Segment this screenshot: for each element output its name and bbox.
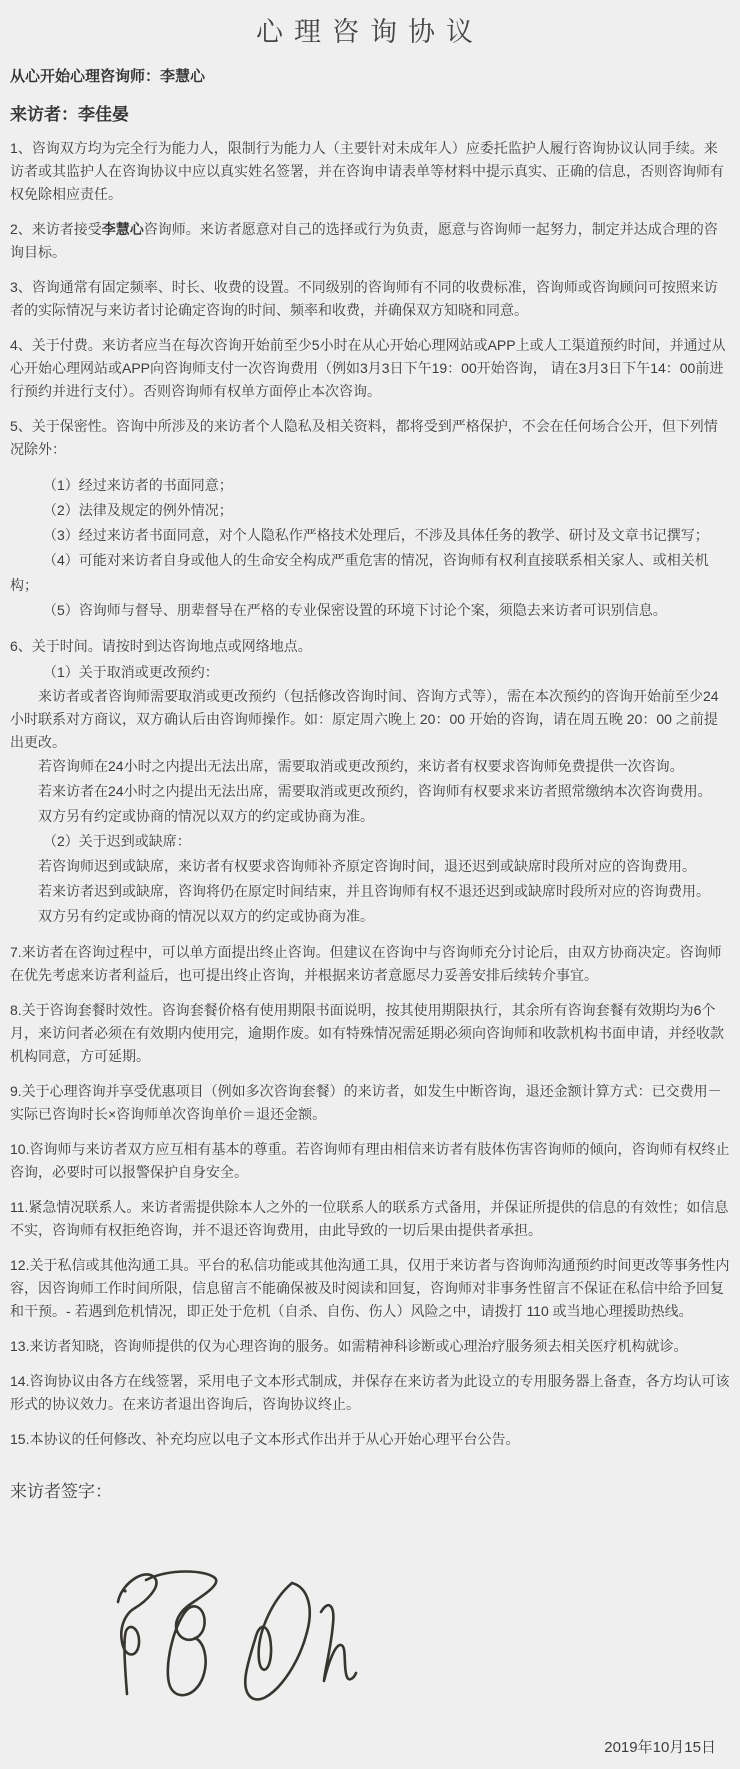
clause-15: 15.本协议的任何修改、补充均应以电子文本形式作出并于从心开始心理平台公告。 [10, 1431, 520, 1447]
visitor-signature-area [88, 1550, 388, 1730]
page-title: 心理咨询协议 [256, 17, 484, 47]
clause-10: 10.咨询师与来访者双方应互相有基本的尊重。若咨询师有理由相信来访者有肢体伤害咨询师的倾向，咨询师有权终止咨询，必要时可以报警保护自身安全。 [10, 1141, 730, 1180]
clause-2 [10, 218, 730, 264]
signature-stroke-4 [321, 1605, 356, 1681]
clause-5: 5、关于保密性。咨询中所涉及的来访者个人隐私及相关资料，都将受到严格保护，不会在任何场合公开，但下列情况除外： [10, 418, 718, 457]
clause-6-sub-1-body: 来访者或者咨询师需要取消或更改预约（包括修改咨询时间、咨询方式等），需在本次预约的咨询开始前至少24小时联系对方商议，双方确认后由咨询师操作。如：原定周六晚上 20：00 开始的咨询，请在周五晚 20：00 之前提出更改。 [10, 688, 719, 750]
signature-stroke-1 [118, 1574, 156, 1694]
clause-2-suffix: 咨询师。来访者愿意对自己的选择或行为负责，愿意与咨询师一起努力，制定并达成合理的咨询目标。 [10, 221, 718, 260]
clause-5-item-4: （4）可能对来访者自身或他人的生命安全构成严重危害的情况，咨询师有权利直接联系相关家人、或相关机构； [10, 552, 709, 593]
visitor-name-line: 来访者：李佳晏 [10, 105, 129, 124]
clause-6-sub-1-heading: （1）关于取消或更改预约： [43, 664, 219, 680]
clause-3: 3、咨询通常有固定频率、时长、收费的设置。不同级别的咨询师有不同的收费标准，咨询师或咨询顾问可按照来访者的实际情况与来访者讨论确定咨询的时间、频率和收费，并确保双方知晓和同意。 [10, 279, 718, 318]
clause-2-counselor-name: 李慧心 [101, 221, 144, 237]
clause-6-sub-2-line-3: 双方另有约定或协商的情况以双方的约定或协商为准。 [38, 908, 374, 924]
clause-5-item-5: （5）咨询师与督导、朋辈督导在严格的专业保密设置的环境下讨论个案，须隐去来访者可识别信息。 [43, 602, 667, 618]
clause-11: 11.紧急情况联系人。来访者需提供除本人之外的一位联系人的联系方式备用，并保证所提供的信息的有效性；如信息不实，咨询师有权拒绝咨询，并不退还咨询费用，由此导致的一切后果由提供者承担。 [10, 1199, 729, 1238]
clause-6-sub-2-line-2: 若来访者迟到或缺席，咨询将仍在原定时间结束，并且咨询师有权不退还迟到或缺席时段所对应的咨询费用。 [38, 883, 710, 899]
clause-6-sub-1-line-3: 双方另有约定或协商的情况以双方的约定或协商为准。 [38, 808, 374, 824]
clause-8: 8.关于咨询套餐时效性。咨询套餐价格有使用期限书面说明，按其使用期限执行，其余所有咨询套餐有效期均为6个月，来访问者必须在有效期内使用完，逾期作废。如有特殊情况需延期必须向咨询师和收款机构书面申请，并经收款机构同意，方可延期。 [10, 1002, 724, 1064]
visitor-signature-drawing [88, 1550, 388, 1730]
clause-9: 9.关于心理咨询并享受优惠项目（例如多次咨询套餐）的来访者，如发生中断咨询，退还金额计算方式：已交费用－实际已咨询时长×咨询师单次咨询单价＝退还金额。 [10, 1083, 722, 1122]
clause-5-item-1: （1）经过来访者的书面同意； [43, 477, 233, 493]
signature-stroke-2 [146, 1572, 216, 1696]
clause-1: 1、咨询双方均为完全行为能力人，限制行为能力人（主要针对未成年人）应委托监护人履行咨询协议认同手续。来访者或其监护人在咨询协议中应以真实姓名签署，并在咨询申请表单等材料中提示真实、正确的信息，否则咨询师有权免除相应责任。 [10, 140, 724, 202]
signature-stroke-3 [245, 1583, 309, 1699]
clause-5-item-3: （3）经过来访者书面同意，对个人隐私作严格技术处理后，不涉及具体任务的教学、研讨及文章书记撰写； [43, 527, 709, 543]
clause-2-prefix: 2、来访者接受 [10, 221, 102, 237]
clause-7: 7.来访者在咨询过程中，可以单方面提出终止咨询。但建议在咨询中与咨询师充分讨论后，由双方协商决定。咨询师在优先考虑来访者利益后，也可提出终止咨询，并根据来访者意愿尽力妥善安排后续转介事宜。 [10, 944, 722, 983]
clause-4: 4、关于付费。来访者应当在每次咨询开始前至少5小时在从心开始心理网站或APP上或人工渠道预约时间，并通过从心开始心理网站或APP向咨询师支付一次咨询费用（例如3月3日下午19：00开始咨询， 请在3月3日下午14：00前进行预约并进行支付）。否则咨询师有权单方面停止本次咨询。 [10, 337, 726, 399]
clause-14: 14.咨询协议由各方在线签署，采用电子文本形式制成，并保存在来访者为此设立的专用服务器上备查，各方均认可该形式的协议效力。在来访者退出咨询后，咨询协议终止。 [10, 1373, 730, 1412]
signature-date: 2019年10月15日 [604, 1739, 716, 1756]
clause-6-sub-2-line-1: 若咨询师迟到或缺席，来访者有权要求咨询师补齐原定咨询时间，退还迟到或缺席时段所对应的咨询费用。 [38, 858, 696, 874]
clause-5-item-2: （2）法律及规定的例外情况； [43, 502, 233, 518]
clause-6: 6、关于时间。请按时到达咨询地点或网络地点。 [10, 638, 312, 654]
visitor-signature-label: 来访者签字： [10, 1482, 112, 1501]
clause-6-sub-1-line-2: 若来访者在24小时之内提出无法出席，需要取消或更改预约，咨询师有权要求来访者照常缴纳本次咨询费用。 [38, 783, 712, 799]
clause-6-sub-2-heading: （2）关于迟到或缺席： [43, 833, 191, 849]
clause-12: 12.关于私信或其他沟通工具。平台的私信功能或其他沟通工具，仅用于来访者与咨询师沟通预约时间更改等事务性内容，因咨询师工作时间所限，信息留言不能确保被及时阅读和回复，咨询师对非事务性留言不保证在私信中给予回复和干预。- 若遇到危机情况，即正处于危机（自杀、自伤、伤人）风险之中，请拨打 110 或当地心理援助热线。 [10, 1257, 730, 1319]
counselor-name-line: 从心开始心理咨询师：李慧心 [10, 68, 206, 85]
clause-13: 13.来访者知晓，咨询师提供的仅为心理咨询的服务。如需精神科诊断或心理治疗服务须去相关医疗机构就诊。 [10, 1338, 688, 1354]
clause-6-sub-1-line-1: 若咨询师在24小时之内提出无法出席，需要取消或更改预约，来访者有权要求咨询师免费提供一次咨询。 [38, 758, 684, 774]
